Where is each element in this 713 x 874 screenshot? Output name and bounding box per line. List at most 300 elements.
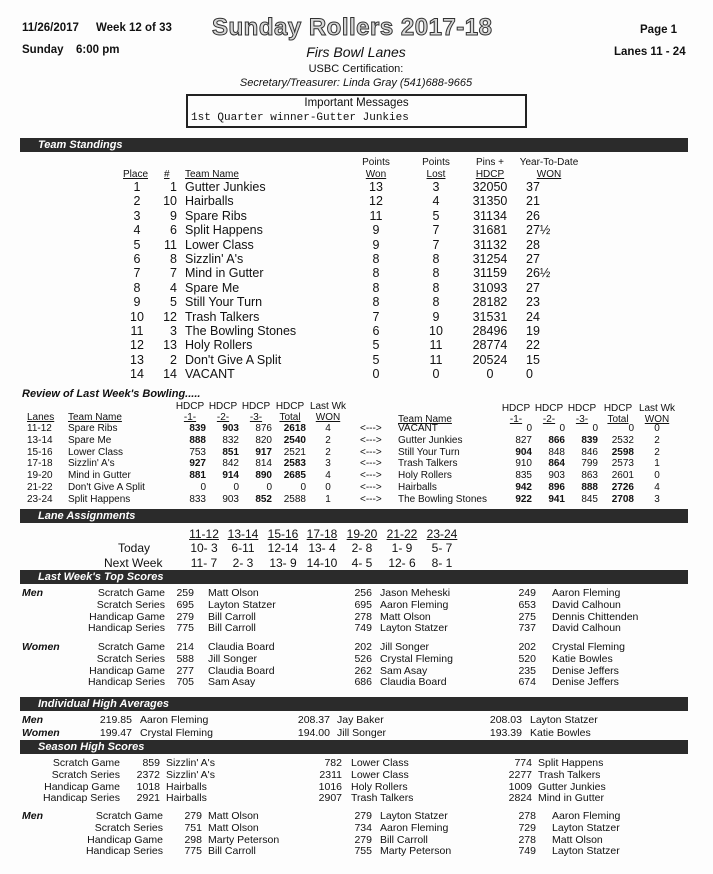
review-score: 2588 [283, 493, 306, 505]
review-score: 753 [189, 446, 206, 458]
ytd-header: Year-To-Date [519, 157, 579, 168]
season-name: Marty Peterson [208, 833, 280, 846]
points-won-header: Points [362, 157, 390, 168]
review-score2: 0 [628, 423, 634, 434]
score-category: Handicap Series [87, 622, 165, 635]
next-assignment: 11- 7 [190, 556, 218, 570]
standing-won: 8 [372, 280, 380, 295]
review-lanes: 17-18 [27, 458, 53, 470]
standing-place: 9 [133, 295, 141, 310]
today-assignment: 10- 3 [190, 541, 218, 555]
standing-num: 2 [170, 352, 177, 367]
season-score: 279 [184, 810, 202, 822]
standing-pins: 0 [486, 367, 494, 382]
bowler-name: Jay Baker [337, 714, 384, 726]
season-score: 749 [518, 845, 536, 858]
standing-team: Spare Me [185, 280, 240, 295]
men-label: Men [22, 587, 43, 599]
bowler-name: Jill Songer [380, 641, 430, 653]
review-team: Don't Give A Split [68, 482, 145, 493]
average-value: 193.39 [489, 727, 522, 739]
season-score: 2311 [319, 768, 342, 781]
standing-lost: 10 [429, 324, 443, 338]
lane-pair-header: 21-22 [386, 527, 418, 541]
standing-won: 0 [372, 367, 380, 382]
season-category: Scratch Game [52, 757, 120, 769]
review-score: 2685 [283, 470, 306, 482]
review-score2: 2532 [611, 434, 634, 446]
review-score: 917 [255, 446, 272, 458]
review-col-header: HDCP [603, 403, 633, 414]
score-value: 695 [354, 598, 372, 611]
score-value: 749 [354, 622, 372, 635]
review-team: Mind in Gutter [68, 470, 131, 482]
review-team2: The Bowling Stones [398, 493, 487, 505]
season-category: Scratch Series [51, 768, 120, 781]
standing-num: 8 [170, 252, 177, 266]
review-team2: Holy Rollers [398, 470, 452, 482]
standing-team: Sizzlin' A's [185, 252, 244, 266]
review-col-header: HDCP [534, 403, 564, 414]
review-col-header: WON [315, 412, 341, 423]
season-category: Handicap Game [44, 780, 120, 793]
standing-won: 9 [372, 223, 380, 238]
bowler-name: David Calhoun [552, 622, 621, 635]
lane-pair-header: 17-18 [306, 527, 338, 541]
bowler-name: Jill Songer [208, 652, 258, 665]
review-won: 4 [325, 470, 331, 482]
season-name: Layton Statzer [380, 810, 448, 822]
season-name: Matt Olson [208, 821, 259, 834]
score-value: 526 [354, 652, 372, 665]
review-score2: 2708 [611, 493, 634, 505]
standing-pins: 32050 [472, 180, 508, 194]
standing-num: 13 [163, 338, 177, 353]
review-score: 839 [189, 423, 206, 434]
standing-place: 14 [130, 367, 144, 382]
review-team2-header: Team Name [398, 414, 452, 425]
score-value: 695 [176, 598, 194, 611]
standing-pins: 31531 [472, 309, 508, 324]
season-score: 2921 [136, 792, 160, 805]
bowler-name: Denise Jeffers [552, 676, 619, 689]
standing-team: Gutter Junkies [185, 180, 266, 194]
standing-num: 9 [170, 208, 177, 223]
review-score: 927 [189, 458, 206, 470]
team-header: Team Name [185, 169, 239, 180]
bowler-name: Crystal Fleming [140, 727, 213, 739]
standing-place: 8 [133, 280, 141, 295]
season-category: Scratch Game [95, 810, 163, 822]
place-header: Place [123, 169, 149, 180]
standing-num: 1 [170, 180, 177, 194]
review-lanes: 21-22 [27, 482, 53, 493]
average-value: 194.00 [297, 727, 330, 739]
pins-header: HDCP [475, 169, 505, 180]
ind-men-label: Men [22, 714, 43, 726]
points-won-header: Won [365, 169, 387, 180]
review-col-header: HDCP [208, 401, 238, 412]
review-score2: 2601 [611, 470, 634, 482]
next-assignment: 2- 3 [232, 556, 254, 570]
score-category: Scratch Game [97, 641, 165, 653]
women-label: Women [22, 641, 60, 653]
bowler-name: Bill Carroll [208, 610, 256, 623]
score-value: 674 [518, 676, 536, 689]
ytd-header: WON [536, 169, 562, 180]
season-name: Lower Class [351, 757, 409, 769]
bowler-name: Crystal Fleming [380, 652, 453, 665]
average-value: 219.85 [99, 714, 132, 726]
standing-ytd: 19 [526, 324, 540, 338]
standing-pins: 28182 [472, 295, 508, 310]
score-value: 275 [518, 610, 536, 623]
standing-ytd: 27 [526, 252, 540, 266]
score-value: 235 [518, 664, 536, 677]
review-team: Lower Class [68, 446, 124, 458]
review-score2: 910 [515, 458, 532, 470]
season-score: 782 [324, 757, 342, 769]
standing-pins: 31681 [472, 223, 508, 238]
season-name: Hairballs [166, 792, 207, 805]
standing-num: 10 [163, 194, 177, 209]
standing-pins: 20524 [472, 352, 508, 367]
standing-team: Hairballs [185, 194, 234, 209]
certification: USBC Certification: [308, 63, 404, 75]
average-value: 208.03 [489, 714, 522, 726]
review-lanes: 23-24 [27, 493, 53, 505]
season-category: Handicap Game [87, 833, 163, 846]
season-name: Trash Talkers [538, 768, 601, 781]
review-lanes: 11-12 [27, 423, 52, 434]
standing-lost: 7 [432, 237, 440, 252]
standing-place: 1 [133, 180, 141, 194]
score-value: 214 [176, 641, 194, 653]
review-score2: 942 [515, 482, 532, 493]
season-score: 775 [184, 845, 202, 858]
standing-place: 13 [130, 352, 144, 367]
messages-title: Important Messages [304, 97, 409, 109]
standing-team: The Bowling Stones [185, 324, 297, 338]
top-scores-bar: Last Week's Top Scores [20, 570, 688, 584]
bowler-name: Claudia Board [380, 676, 447, 689]
standing-ytd: 26½ [526, 266, 551, 281]
standing-team: Holy Rollers [185, 338, 253, 353]
score-value: 653 [518, 598, 536, 611]
team-standings-bar: Team Standings [20, 138, 688, 152]
review-won2: 1 [654, 458, 660, 470]
season-score: 1009 [508, 780, 532, 793]
standing-pins: 31134 [473, 208, 507, 223]
season-score: 279 [354, 810, 372, 822]
season-category: Handicap Series [85, 845, 163, 858]
review-team: Split Happens [68, 493, 131, 505]
bowler-name: Matt Olson [208, 587, 259, 599]
today-assignment: 2- 8 [351, 541, 373, 555]
standing-num: 12 [163, 309, 177, 324]
review-score2: 0 [526, 423, 532, 434]
standing-ytd: 28 [526, 237, 540, 252]
season-score: 1018 [136, 780, 160, 793]
score-value: 520 [518, 652, 536, 665]
review-arrow: <---> [360, 482, 382, 493]
review-score2: 866 [548, 434, 565, 446]
review-arrow: <---> [360, 434, 382, 446]
standing-won: 13 [369, 180, 383, 194]
review-col-header: -1- [509, 414, 523, 425]
bowler-name: David Calhoun [552, 598, 621, 611]
bowler-name: Aaron Fleming [552, 587, 621, 599]
num-header: # [164, 169, 170, 180]
season-score: 734 [354, 821, 372, 834]
review-score2: 0 [559, 423, 565, 434]
review-score2: 904 [515, 446, 532, 458]
time-label: 6:00 pm [76, 44, 120, 56]
score-value: 775 [176, 622, 194, 635]
page-title: Sunday Rollers 2017-18 [212, 14, 493, 41]
standing-won: 6 [372, 324, 380, 338]
bowler-name: Matt Olson [380, 610, 431, 623]
important-messages-box [186, 94, 527, 128]
season-name: Layton Statzer [552, 845, 620, 858]
bowling-center: Firs Bowl Lanes [306, 44, 406, 60]
standing-pins: 28774 [472, 338, 508, 353]
season-score: 755 [354, 845, 372, 858]
season-name: Sizzlin' A's [166, 757, 215, 769]
review-score2: 827 [515, 434, 532, 446]
review-col-header: HDCP [241, 401, 271, 412]
review-team-header: Team Name [68, 412, 122, 423]
standing-place: 6 [133, 252, 141, 266]
standing-won: 12 [369, 194, 383, 209]
standing-won: 8 [372, 252, 380, 266]
today-assignment: 13- 4 [308, 541, 336, 555]
review-score: 903 [222, 423, 239, 434]
review-col-header: HDCP [501, 403, 531, 414]
season-score: 2372 [136, 768, 160, 781]
review-arrow: <---> [360, 458, 382, 470]
review-lanes: 19-20 [27, 470, 53, 482]
bowler-name: Layton Statzer [380, 622, 448, 635]
standing-place: 2 [133, 194, 141, 209]
standing-place: 4 [133, 223, 141, 238]
review-score: 832 [222, 434, 239, 446]
score-value: 278 [354, 610, 372, 623]
review-score2: 896 [548, 482, 565, 493]
season-score: 2907 [318, 792, 342, 805]
score-value: 705 [176, 676, 194, 689]
review-team2: Trash Talkers [398, 458, 458, 470]
bowler-name: Jill Songer [337, 727, 387, 739]
review-arrow: <---> [360, 446, 382, 458]
bowler-name: Sam Asay [380, 664, 428, 677]
standing-ytd: 27½ [526, 223, 551, 238]
lane-pair-header: 19-20 [346, 527, 378, 541]
bowler-name: Crystal Fleming [552, 641, 625, 653]
standing-lost: 8 [432, 295, 440, 310]
bowler-name: Aaron Fleming [140, 714, 209, 726]
season-score: 2824 [508, 792, 532, 805]
season-score: 751 [184, 821, 202, 834]
standing-num: 7 [170, 266, 177, 281]
review-won: 1 [325, 493, 331, 505]
season-name: Hairballs [166, 780, 207, 793]
next-assignment: 12- 6 [388, 556, 416, 570]
review-score2: 846 [581, 446, 598, 458]
review-col-header: -3- [249, 412, 263, 423]
week-label: Week 12 of 33 [96, 22, 172, 34]
review-won: 2 [325, 446, 331, 458]
review-won: 0 [325, 482, 331, 493]
review-title: Review of Last Week's Bowling..... [22, 388, 201, 400]
season-name: Aaron Fleming [552, 810, 621, 822]
score-category: Scratch Game [97, 587, 165, 599]
bowler-name: Jason Meheski [380, 587, 451, 599]
standing-pins: 31254 [472, 252, 508, 266]
standing-ytd: 26 [526, 208, 540, 223]
review-lanes: 15-16 [27, 446, 53, 458]
review-score: 2540 [283, 434, 306, 446]
review-won: 4 [325, 423, 331, 434]
standing-place: 3 [133, 208, 141, 223]
standing-lost: 0 [432, 367, 440, 382]
standing-won: 8 [372, 266, 380, 281]
review-col-header: -2- [542, 414, 556, 425]
standing-num: 5 [170, 295, 177, 310]
review-score2: 835 [515, 470, 532, 482]
review-score: 2521 [283, 446, 306, 458]
season-score: 279 [354, 833, 372, 846]
average-value: 199.47 [99, 727, 132, 739]
bowler-name: Sam Asay [208, 676, 256, 689]
standing-won: 8 [372, 295, 380, 310]
average-value: 208.37 [297, 714, 330, 726]
standing-lost: 9 [432, 309, 440, 324]
review-won2: 3 [654, 493, 660, 505]
pins-header: Pins + [475, 157, 505, 168]
review-score: 888 [189, 434, 206, 446]
standing-ytd: 22 [526, 338, 540, 353]
standing-team: Mind in Gutter [185, 266, 264, 281]
standing-team: Trash Talkers [185, 309, 260, 324]
bowler-name: Layton Statzer [530, 714, 598, 726]
season-name: Gutter Junkies [538, 780, 606, 793]
score-value: 277 [176, 664, 194, 677]
season-name: Sizzlin' A's [166, 768, 215, 781]
review-score: 0 [233, 482, 239, 493]
review-score: 0 [200, 482, 206, 493]
lane-assignments-bar: Lane Assignments [20, 509, 688, 523]
standing-lost: 3 [432, 180, 440, 194]
bowler-name: Claudia Board [208, 641, 275, 653]
review-score2: 2573 [611, 458, 634, 470]
review-team2: Gutter Junkies [398, 434, 463, 446]
standing-num: 3 [170, 324, 177, 338]
standing-ytd: 21 [526, 194, 540, 209]
standing-team: Lower Class [185, 237, 254, 252]
review-score: 881 [189, 470, 206, 482]
season-name: Trash Talkers [351, 792, 414, 805]
standing-place: 10 [130, 309, 144, 324]
standing-ytd: 37 [526, 180, 540, 194]
review-won: 2 [325, 434, 331, 446]
review-score: 2618 [283, 423, 306, 434]
standing-lost: 8 [432, 252, 440, 266]
score-value: 249 [518, 587, 536, 599]
review-score: 833 [189, 493, 206, 505]
review-score2: 864 [548, 458, 565, 470]
season-name: Bill Carroll [208, 845, 256, 858]
ind-women-label: Women [22, 727, 60, 739]
standing-team: Split Happens [185, 223, 263, 238]
standing-ytd: 24 [526, 309, 540, 324]
score-value: 202 [354, 641, 372, 653]
review-score: 852 [255, 493, 272, 505]
standing-won: 9 [372, 237, 380, 252]
season-name: Holy Rollers [351, 780, 408, 793]
standing-pins: 31093 [472, 280, 508, 295]
today-assignment: 6-11 [231, 541, 255, 555]
review-score2: 0 [592, 423, 598, 434]
review-score: 814 [255, 458, 272, 470]
review-col-header: -3- [575, 414, 589, 425]
review-arrow: <---> [360, 470, 382, 482]
review-col-header: WON [644, 414, 670, 425]
standing-place: 12 [130, 338, 144, 353]
review-won2: 0 [654, 470, 660, 482]
review-score: 903 [222, 493, 239, 505]
season-men-label: Men [22, 810, 43, 822]
review-col-header: Last Wk [638, 403, 676, 414]
standing-place: 7 [133, 266, 141, 281]
standing-ytd: 0 [526, 367, 533, 382]
standing-lost: 11 [429, 338, 443, 353]
review-team2: Still Your Turn [398, 446, 460, 458]
standing-lost: 8 [432, 266, 440, 281]
next-week-label: Next Week [104, 556, 163, 570]
bowler-name: Claudia Board [208, 664, 275, 677]
next-assignment: 8- 1 [431, 556, 453, 570]
standing-num: 4 [170, 280, 177, 295]
standing-won: 11 [369, 208, 383, 223]
review-score2: 903 [548, 470, 565, 482]
score-value: 588 [176, 652, 194, 665]
review-team: Spare Ribs [68, 423, 118, 434]
review-score2: 941 [548, 493, 565, 505]
season-name: Lower Class [351, 768, 409, 781]
standing-place: 11 [130, 324, 144, 338]
review-won: 3 [325, 458, 331, 470]
review-score2: 863 [581, 470, 598, 482]
next-assignment: 14-10 [306, 556, 338, 570]
review-score: 914 [222, 470, 239, 482]
next-assignment: 4- 5 [351, 556, 373, 570]
bowler-name: Katie Bowles [530, 727, 591, 739]
standing-lost: 7 [432, 223, 440, 238]
standing-pins: 28496 [472, 324, 508, 338]
review-score: 842 [222, 458, 239, 470]
points-lost-header: Lost [426, 169, 446, 180]
season-score: 859 [142, 757, 160, 769]
standing-won: 5 [372, 338, 380, 353]
season-category: Handicap Series [42, 792, 120, 805]
standing-num: 14 [163, 367, 177, 382]
secretary: Secretary/Treasurer: Linda Gray (541)688-9665 [239, 77, 473, 89]
season-name: Mind in Gutter [538, 792, 604, 805]
score-category: Handicap Game [89, 664, 165, 677]
review-score2: 888 [581, 482, 598, 493]
standing-lost: 4 [432, 194, 440, 209]
